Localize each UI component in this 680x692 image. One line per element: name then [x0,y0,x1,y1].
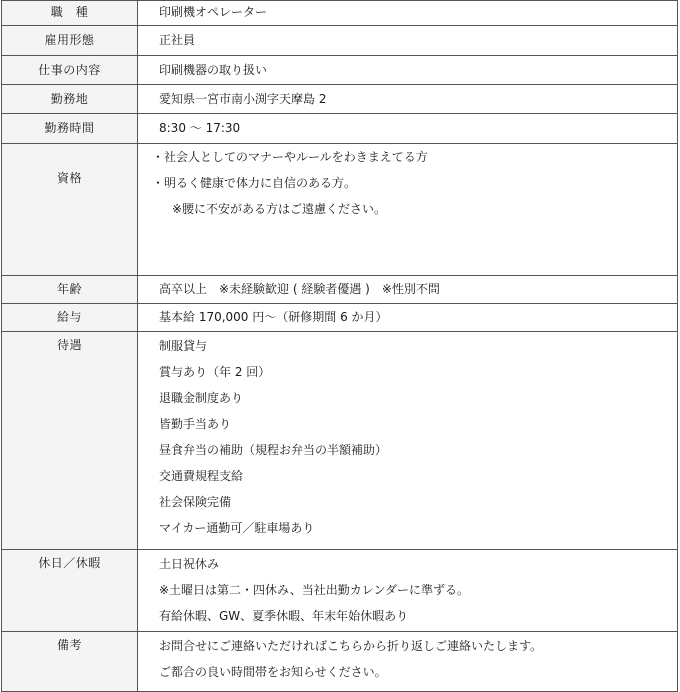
qualification-line: ・社会人としてのマナーやルールをわきまえてる方 [152,150,428,164]
row-salary [2,304,678,332]
benefit-item: 社会保険完備 [159,495,232,509]
benefit-item: 皆勤手当あり [159,417,232,431]
row-benefits [2,332,678,550]
label-salary: 給与 [2,304,138,332]
row-remarks [2,632,678,692]
qualification-line: ・明るく健康で体力に自信のある方。 [152,176,357,190]
value-duties: 印刷機器の取り扱い [138,56,678,85]
value-benefits [138,332,678,550]
value-holidays [138,550,678,632]
qualification-note: ※腰に不安がある方はご遠慮ください。 [172,202,387,216]
label-location: 勤務地 [2,85,138,114]
row-qualifications [2,144,678,276]
row-holidays [2,550,678,632]
label-employment: 雇用形態 [2,26,138,56]
row-duties [2,56,678,85]
benefit-item: マイカー通勤可／駐車場あり [159,521,315,535]
remarks-line: お問合せにご連絡いただければこちらから折り返しご連絡いたします。 [159,639,543,653]
label-hours: 勤務時間 [2,114,138,144]
label-qualifications: 資格 [2,144,138,276]
row-hours [2,114,678,144]
label-job-type: 職 種 [2,1,138,26]
row-location [2,85,678,114]
job-details-table [1,0,678,692]
label-duties: 仕事の内容 [2,56,138,85]
holiday-line: 有給休暇、GW、夏季休暇、年末年始休暇あり [159,609,409,623]
holiday-line: 土日祝休み [159,557,220,571]
value-salary: 基本給 170,000 円～（研修期間 6 か月） [138,304,678,332]
value-age: 高卒以上 ※未経験歓迎 ( 経験者優遇 ) ※性別不問 [138,276,678,304]
row-job-type [2,1,678,26]
label-remarks: 備考 [2,632,138,692]
value-job-type: 印刷機オペレーター [138,1,678,26]
value-remarks [138,632,678,692]
value-qualifications [138,144,678,276]
benefit-item: 賞与あり（年 2 回） [159,365,271,379]
label-age: 年齢 [2,276,138,304]
benefit-item: 交通費規程支給 [159,469,244,483]
row-age [2,276,678,304]
label-holidays: 休日／休暇 [2,550,138,632]
value-location: 愛知県一宮市南小渕字天摩島 2 [138,85,678,114]
benefit-item: 昼食弁当の補助（規程お弁当の半額補助） [159,443,388,457]
row-employment [2,26,678,56]
benefit-item: 制服貸与 [159,339,208,353]
benefit-item: 退職金制度あり [159,391,244,405]
value-hours: 8:30 ～ 17:30 [138,114,678,144]
value-employment: 正社員 [138,26,678,56]
remarks-line: ご都合の良い時間帯をお知らせください。 [159,665,387,679]
label-benefits: 待遇 [2,332,138,550]
holiday-line: ※土曜日は第二・四休み、当社出勤カレンダーに準ずる。 [159,583,469,597]
